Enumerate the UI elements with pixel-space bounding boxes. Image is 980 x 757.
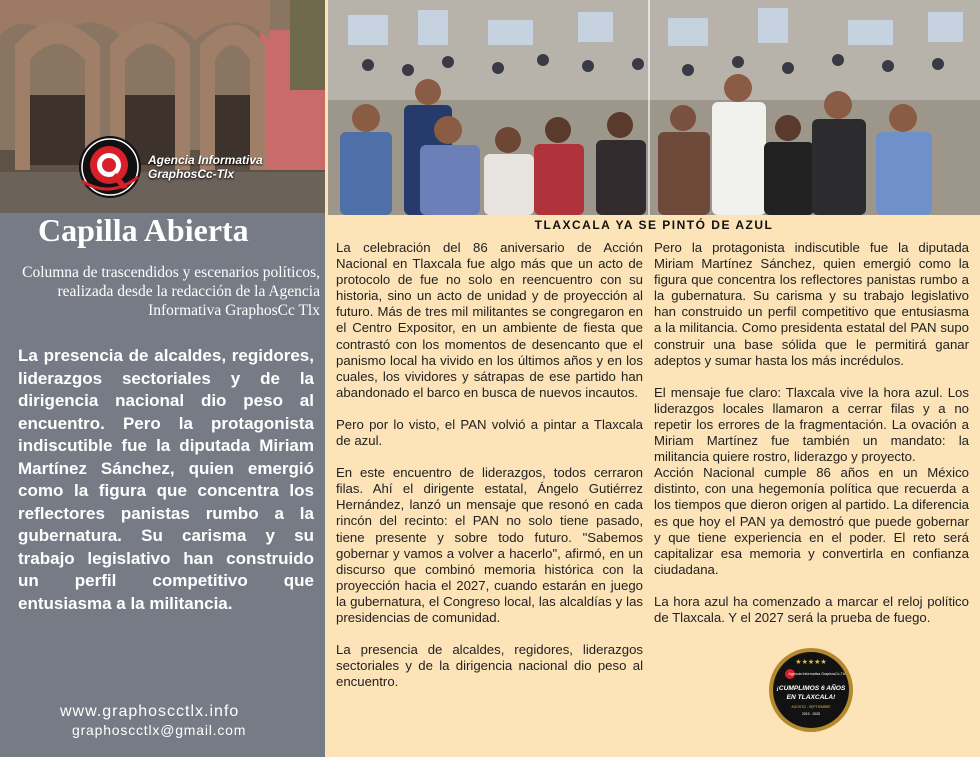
badge-brand: Agencia Informativa GraphosCc-Tlx [788, 672, 846, 676]
badge-years: 2019 - 2025 [801, 712, 821, 716]
paragraph: El mensaje fue claro: Tlaxcala vive la hora azul. Los liderazgos locales llamaron a cerrar filas y a no repetir los errores de la fragmentación. La ovación a Miriam Martínez fue también un mandato: la militancia quiere rostro, liderazgo y proyecto. [654, 384, 969, 465]
email-link[interactable]: graphoscctlx@gmail.com [72, 722, 247, 738]
agency-logo [78, 135, 263, 199]
paragraph: La presencia de alcaldes, regidores, liderazgos sectoriales y de la dirigencia nacional dio peso al encuentro. [336, 642, 643, 690]
sidebar [0, 0, 325, 757]
agency-name [148, 153, 263, 181]
article-column-2 [654, 240, 969, 642]
agency-name-line1: Agencia Informativa [148, 153, 263, 167]
badge-line2: EN TLAXCALA! [786, 694, 836, 701]
logo-q-icon [78, 135, 142, 199]
paragraph: Pero por lo visto, el PAN volvió a pintar a Tlaxcala de azul. [336, 416, 643, 449]
badge-dates: AGOSTO - SEPTIEMBRE [791, 705, 831, 709]
article-column-1 [336, 240, 643, 706]
lead-quote: La presencia de alcaldes, regidores, liderazgos sectoriales y de la dirigencia nacional dio peso al encuentro. Pero la protagonista indiscutible fue la diputada Miriam Martínez Sánchez, quien emergió como la figura que concentra los reflectores panistas rumbo a la gubernatura. Su carisma y su trabajo legislativo han construido un perfil competitivo que entusiasma a la militancia. [18, 346, 314, 613]
paragraph: Acción Nacional cumple 86 años en un México distinto, con una hegemonía política que recuerda a los tiempos que dieron origen al partido. La diferencia es que hoy el PAN ya demostró que puede gobernar y que tiene experiencia en el poder. El reto será capitalizar esa memoria y convertirla en confianza ciudadana. [654, 465, 969, 577]
paragraph: La hora azul ha comenzado a marcar el reloj político de Tlaxcala. Y el 2027 será la prueba de fuego. [654, 593, 969, 625]
website-link[interactable]: www.graphoscctlx.info [60, 703, 240, 720]
badge-line1: ¡CUMPLIMOS 6 AÑOS [776, 685, 846, 692]
column-subtitle: Columna de trascendidos y escenarios políticos, realizada desde la redacción de la Agencia Informativa GraphosCc Tlx [22, 264, 320, 319]
paragraph: Pero la protagonista indiscutible fue la diputada Miriam Martínez Sánchez, quien emergió como la figura que concentra los reflectores panistas rumbo a la gubernatura. Su carisma y su trabajo legislativo han construido un perfil competitivo que entusiasma a la militancia. Como presidenta estatal del PAN supo construir una base sólida que le permitirá ganar adeptos y sumar hasta los más incrédulos. [654, 240, 969, 368]
column-title: Capilla Abierta [38, 212, 249, 248]
paragraph: En este encuentro de liderazgos, todos cerraron filas. Ahí el dirigente estatal, Ángelo Gutiérrez Hernández, lanzó un mensaje que resonó en cada rincón del recinto: el PAN no solo tiene pasado, tiene presente y sobre todo futuro. "Sabemos gobernar y vamos a volver a hacerlo", afirmó, en un discurso que combinó memoria histórica con la proyección hacia el 2027, cuando estarán en juego la gubernatura, el Congreso local, las alcaldías y las presidencias de comunidad. [336, 465, 643, 625]
article-headline: TLAXCALA YA SE PINTÓ DE AZUL [534, 218, 774, 232]
badge-stars: ★★★★★ [795, 658, 827, 666]
agency-name-line2: GraphosCc-Tlx [148, 167, 235, 181]
anniversary-badge [768, 647, 854, 733]
paragraph: La celebración del 86 aniversario de Acción Nacional en Tlaxcala fue algo más que un acto de protocolo de fue no solo en reencuentro con su historia, sino un acto de unidad y de proyección al futuro. Más de tres mil militantes se congregaron en el Centro Expositor, en un ambiente de fiesta que contrastó con los momentos de desencanto que el panismo local ha vivido en los últimos años y en los cuales, los vividores y sátrapas de ese partido han abandonado el barco en busca de nuevos incautos. [336, 240, 643, 400]
event-photo [328, 0, 980, 215]
